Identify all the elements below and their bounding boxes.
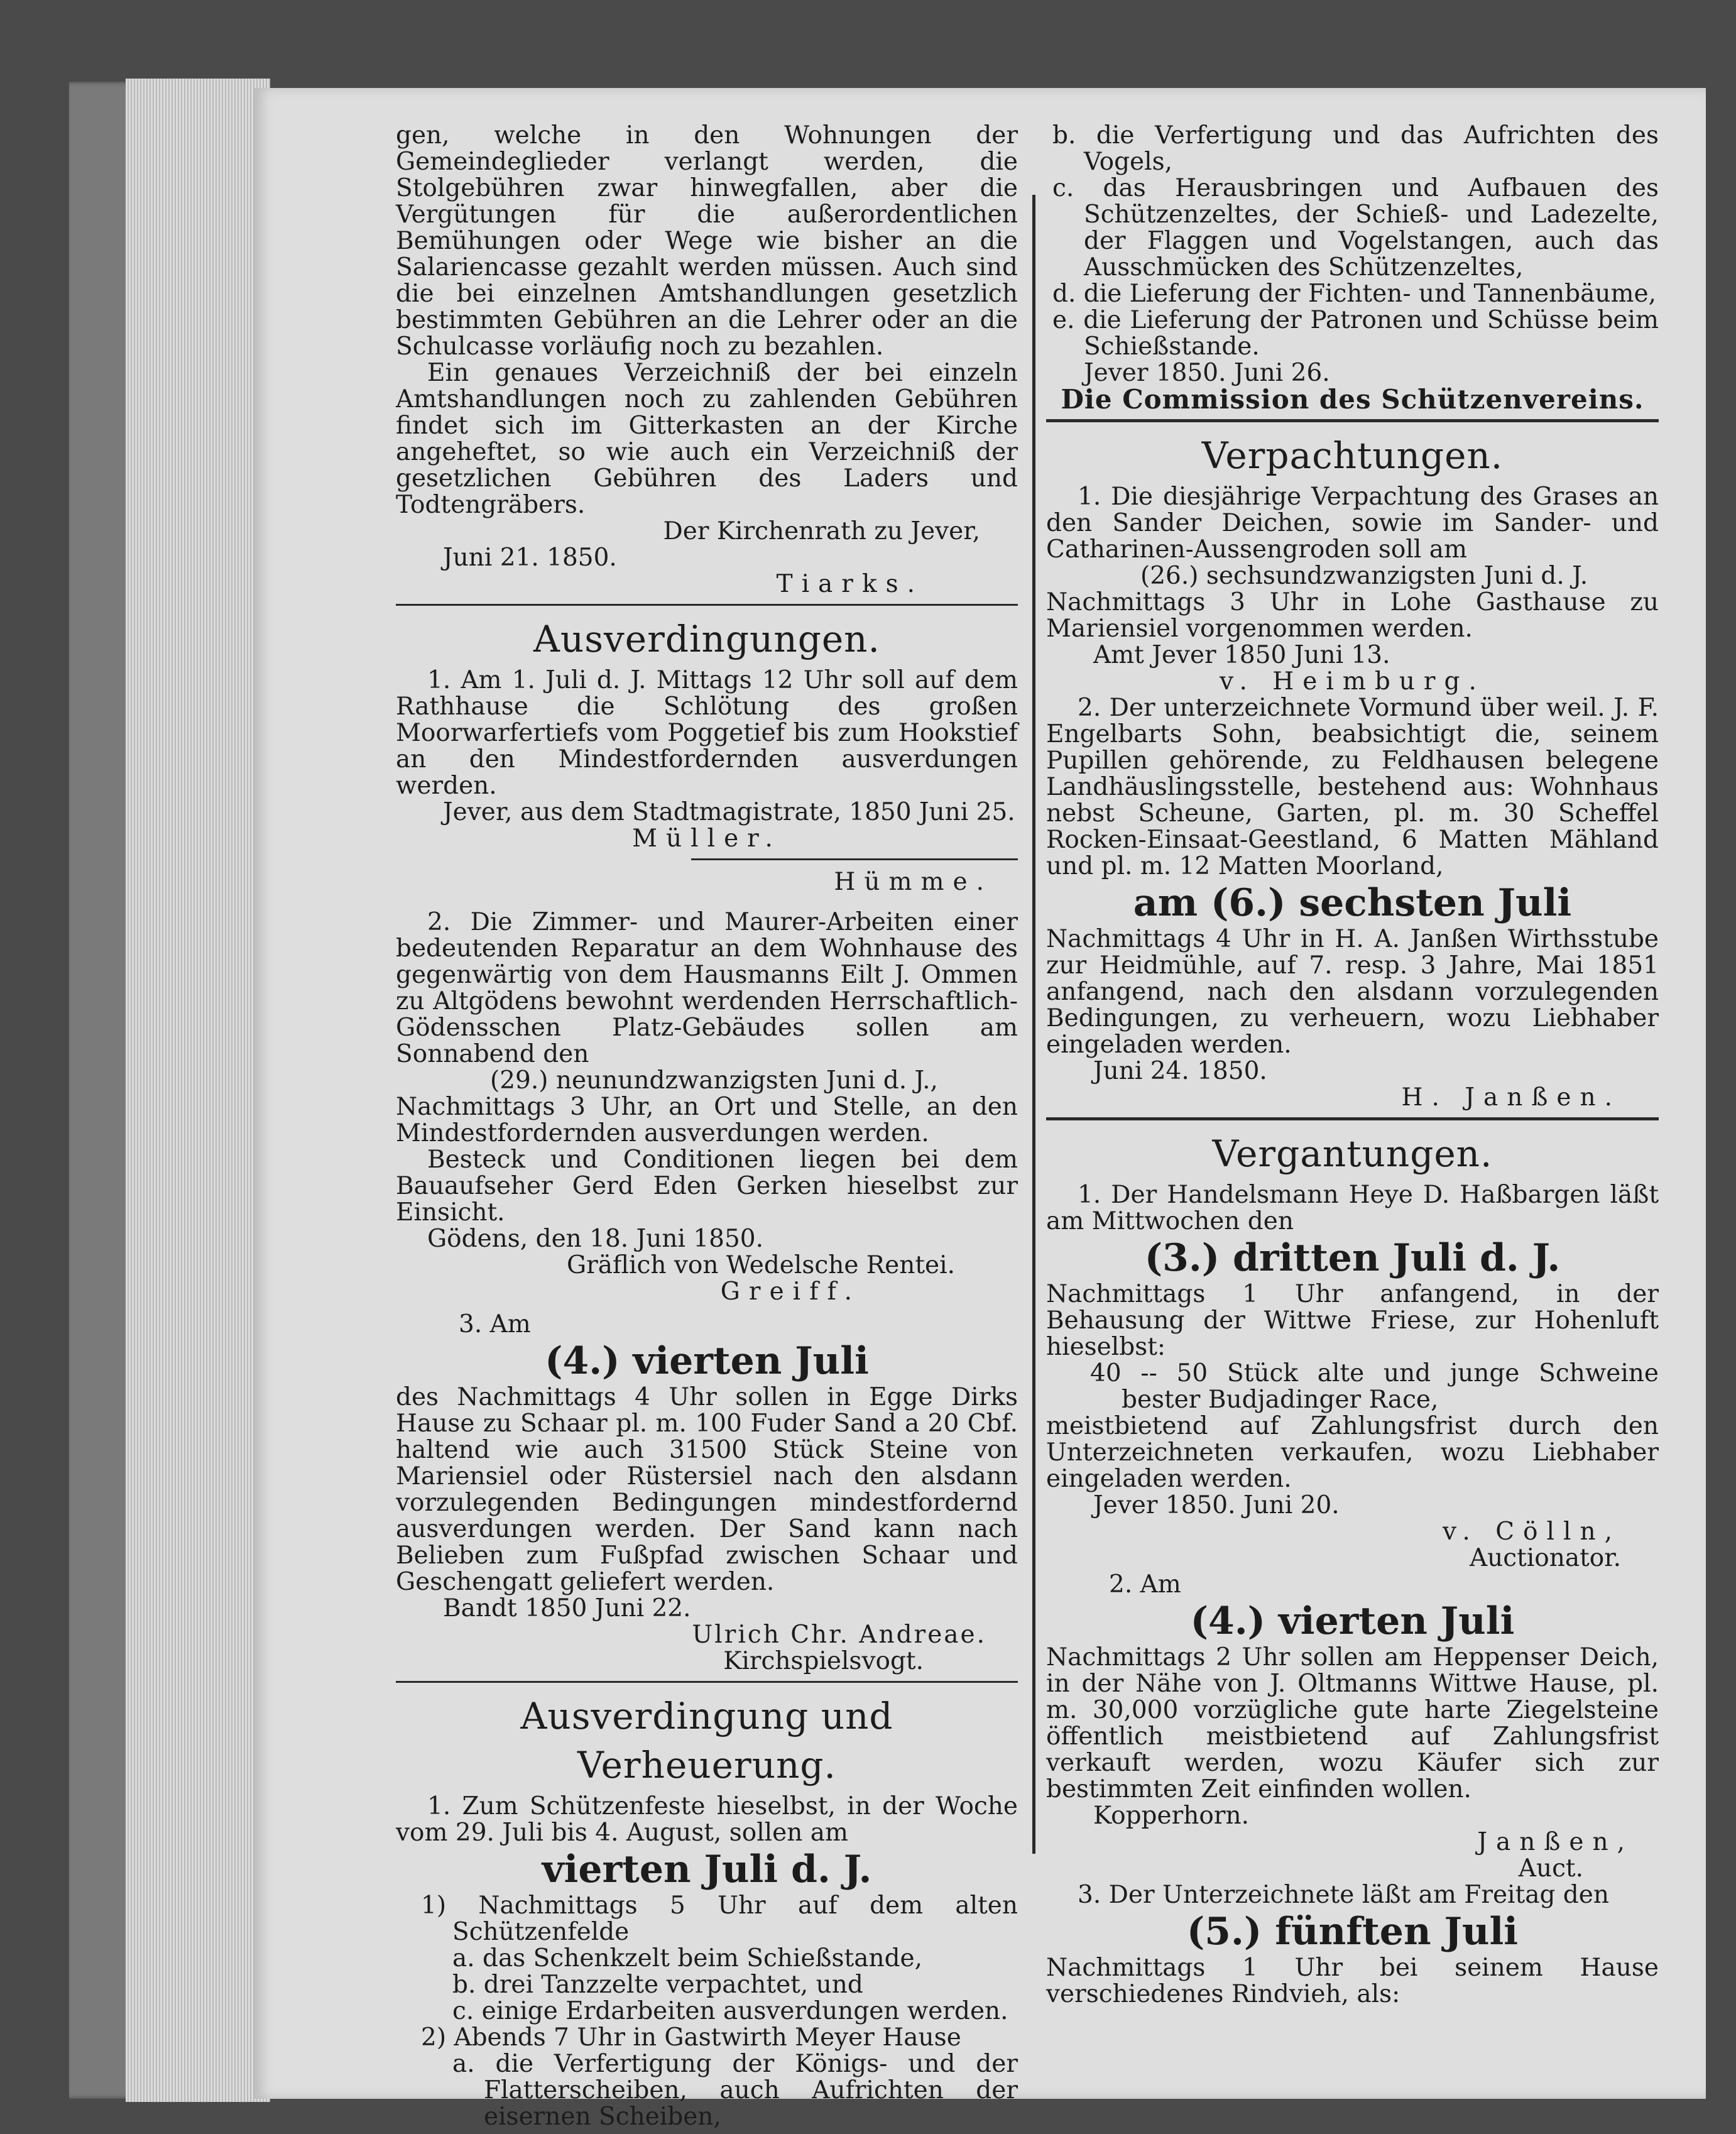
gant-2-num: 2. Am — [1109, 1570, 1181, 1599]
gant-3-day: (5.) fünften Juli — [1186, 1910, 1519, 1954]
schuetzen-text: 1. Zum Schützenfeste hieselbst, in der Woche vom 29. Juli bis 4. August, sollen am — [396, 1792, 1018, 1847]
heading-vergantungen: Vergantungen. — [1212, 1132, 1493, 1175]
heading-verpachtungen: Verpachtungen. — [1201, 434, 1504, 477]
intro-name: Tiarks. — [776, 570, 924, 598]
notice-3-sign: Ulrich Chr. Andreae. — [692, 1621, 986, 1649]
notice-3-date: Bandt 1850 Juni 22. — [443, 1594, 691, 1622]
schuetzen-item: a. das Schenkzelt beim Schießstande, — [452, 1944, 923, 1973]
gant-1-text-2: Nachmittags 1 Uhr anfangend, in der Behausung der Wittwe Friese, zur Hohenluft hieselbst: — [1046, 1280, 1659, 1361]
gant-1-name: v. Cölln, — [1443, 1518, 1621, 1546]
pacht-1-day: (26.) sechsundzwanzigsten Juni d. J. — [1140, 562, 1588, 590]
column-divider — [1032, 195, 1035, 1854]
page-stack-edge — [126, 79, 270, 2102]
gant-1-text-3: 40 -- 50 Stück alte und junge Schweine bester Budjadinger Race, — [1090, 1359, 1659, 1414]
notice-2-name: Greiff. — [720, 1278, 861, 1306]
section-rule — [396, 604, 1018, 606]
schuetzen-item: b. drei Tanzzelte verpachtet, und — [452, 1971, 863, 1999]
gant-3-text-2: Nachmittags 1 Uhr bei seinem Hause verschiedenes Rindvieh, als: — [1046, 1954, 1659, 2008]
schuetzen-item: e. die Lieferung der Patronen und Schüsse beim Schießstande. — [1052, 306, 1659, 361]
gant-1-date: Jever 1850. Juni 20. — [1093, 1491, 1340, 1519]
notice-1-name-2: Hümme. — [834, 868, 993, 896]
schuetzen-day: vierten Juli d. J. — [542, 1847, 872, 1891]
schuetzen-item: 1) Nachmittags 5 Uhr auf dem alten Schützenfelde — [421, 1891, 1018, 1946]
notice-3-num: 3. Am — [459, 1310, 531, 1338]
gant-2-day: (4.) vierten Juli — [1190, 1599, 1515, 1643]
pacht-2-date: Juni 24. 1850. — [1093, 1057, 1267, 1085]
pacht-1-text: 1. Die diesjährige Verpachtung des Grases an den Sander Deichen, sowie im Sander- und Catharinen-Aussengroden soll am — [1046, 483, 1659, 564]
pacht-2-day: am (6.) sechsten Juli — [1133, 881, 1572, 925]
gant-2-text: Nachmittags 2 Uhr sollen am Heppenser Deich, in der Nähe von J. Oltmanns Wittwe Hause, pl. m. 30,000 vorzügliche gute harte Ziegelsteine öffentlich meistbietend auf Zahlungsfrist verkauft werden, wozu Käufer sich zur bestimmten Zeit einfinden wollen. — [1046, 1643, 1659, 1803]
schuetzen-item: 2) Abends 7 Uhr in Gastwirth Meyer Hause — [421, 2023, 961, 2052]
gant-1-text-4: meistbietend auf Zahlungsfrist durch den Unterzeichneten verkaufen, wozu Liebhaber eingeladen werden. — [1046, 1412, 1659, 1493]
gant-1-day: (3.) dritten Juli d. J. — [1144, 1236, 1561, 1280]
notice-2-text-2: Nachmittags 3 Uhr, an Ort und Stelle, an den Mindestfordernden ausverdungen werden. — [396, 1093, 1018, 1147]
pacht-1-date: Amt Jever 1850 Juni 13. — [1093, 641, 1390, 669]
notice-rule — [691, 858, 1018, 860]
intro-signature: Der Kirchenrath zu Jever, — [663, 517, 980, 545]
notice-2-sign: Gräflich von Wedelsche Rentei. — [566, 1251, 955, 1279]
section-rule — [1046, 1117, 1659, 1120]
pacht-2-name: H. Janßen. — [1401, 1083, 1621, 1112]
right-column — [1046, 123, 1659, 2008]
gant-1-text: 1. Der Handelsmann Heye D. Haßbargen läßt am Mittwochen den — [1046, 1181, 1659, 1235]
pacht-2-text: 2. Der unterzeichnete Vormund über weil. J. F. Engelbarts Sohn, beabsichtigt die, seinem Pupillen gehörende, zu Feldhausen belegene Landhäuslingsstelle, bestehend aus: Wohnhaus nebst Scheune, Garten, pl. m. 30 Scheffel Rocken-Einsaat-Geestland, 6 Matten Mähland und pl. m. 12 Matten Moorland, — [1046, 694, 1659, 880]
notice-2-text-3: Besteck und Conditionen liegen bei dem Bauaufseher Gerd Eden Gerken hieselbst zur Einsicht. — [396, 1146, 1018, 1227]
section-rule — [1046, 419, 1659, 422]
notice-2-date: Gödens, den 18. Juni 1850. — [427, 1225, 763, 1253]
schuetzen-date: Jever 1850. Juni 26. — [1084, 359, 1330, 387]
schuetzen-signature: Die Commission des Schützenvereins. — [1061, 384, 1644, 415]
schuetzen-item: a. die Verfertigung der Königs- und der Flatterscheiben, auch Aufrichten der eisernen Scheiben, — [452, 2050, 1018, 2131]
gant-2-title: Auct. — [1518, 1854, 1583, 1883]
notice-1-date: Jever, aus dem Stadtmagistrate, 1850 Juni 25. — [443, 798, 1015, 826]
notice-2-day: (29.) neunundzwanzigsten Juni d. J., — [490, 1066, 938, 1095]
gant-2-name: Janßen, — [1477, 1828, 1634, 1856]
pacht-2-text-2: Nachmittags 4 Uhr in H. A. Janßen Wirthsstube zur Heidmühle, auf 7. resp. 3 Jahre, Mai 1851 anfangend, nach den alsdann vorzulegenden Bedingungen, zu verheuern, wozu Liebhaber eingeladen werden. — [1046, 925, 1659, 1059]
gant-1-title: Auctionator. — [1469, 1544, 1621, 1572]
gant-2-place: Kopperhorn. — [1093, 1802, 1249, 1830]
pacht-1-name: v. Heimburg. — [1220, 667, 1485, 696]
pacht-1-text-2: Nachmittags 3 Uhr in Lohe Gasthause zu Mariensiel vorgenommen werden. — [1046, 588, 1659, 643]
gant-3-text: 3. Der Unterzeichnete läßt am Freitag den — [1078, 1881, 1609, 1909]
notice-3-text: des Nachmittags 4 Uhr sollen in Egge Dirks Hause zu Schaar pl. m. 100 Fuder Sand a 20 Cbf. haltend wie auch 31500 Stück Steine von Mariensiel oder Rüstersiel nach den alsdann vorzulegenden Bedingungen mindestfordernd ausverdungen werden. Der Sand kann nach Belieben zum Fußpfad zwischen Schaar und Geschengatt geliefert werden. — [396, 1383, 1018, 1596]
intro-date: Juni 21. 1850. — [443, 544, 617, 572]
intro-paragraph-2: Ein genaues Verzeichniß der bei einzeln Amtshandlungen noch zu zahlenden Gebühren findet sich im Gitterkasten an der Kirche angeheftet, so wie auch ein Verzeichniß der gesetzlichen Gebühren des Laders und Todtengräbers. — [396, 359, 1018, 519]
intro-paragraph: gen, welche in den Wohnungen der Gemeindeglieder verlangt werden, die Stolgebühren zwar hinwegfallen, aber die Vergütungen für die außerordentlichen Bemühungen oder Wege wie bisher an die Salariencasse gezahlt werden müssen. Auch sind die bei einzelnen Amtshandlungen gesetzlich bestimmten Gebühren an die Lehrer oder an die Schulcasse vorläufig noch zu bezahlen. — [396, 121, 1018, 361]
schuetzen-item: c. das Herausbringen und Aufbauen des Schützenzeltes, der Schieß- und Ladezelte, der Flaggen und Vogelstangen, auch das Ausschmücken des Schützenzeltes, — [1052, 174, 1659, 282]
notice-2-text: 2. Die Zimmer- und Maurer-Arbeiten einer bedeutenden Reparatur an dem Wohnhause des gegenwärtig von dem Hausmanns Eilt J. Ommen zu Altgödens bewohnt werdenden Herrschaftlich-Gödensschen Platz-Gebäudes sollen am Sonnabend den — [396, 908, 1018, 1068]
left-column — [396, 123, 1018, 2130]
notice-3-day: (4.) vierten Juli — [545, 1339, 869, 1383]
section-rule — [396, 1681, 1018, 1683]
notice-1-name: Müller. — [632, 824, 782, 853]
heading-ausverdingungen: Ausverdingungen. — [533, 618, 880, 660]
heading-ausverdingung-verheuerung: Ausverdingung und Verheuerung. — [520, 1695, 893, 1787]
schuetzen-item: d. die Lieferung der Fichten- und Tannenbäume, — [1052, 280, 1656, 308]
schuetzen-item: c. einige Erdarbeiten ausverdungen werden. — [452, 1997, 1008, 2025]
notice-1-text: 1. Am 1. Juli d. J. Mittags 12 Uhr soll auf dem Rathhause die Schlötung des großen Moorwarfertiefs vom Poggetief bis zum Hookstief an den Mindestfordernden ausverdungen werden. — [396, 666, 1018, 800]
schuetzen-item: b. die Verfertigung und das Aufrichten des Vogels, — [1052, 121, 1659, 176]
notice-3-title: Kirchspielsvogt. — [723, 1647, 924, 1675]
